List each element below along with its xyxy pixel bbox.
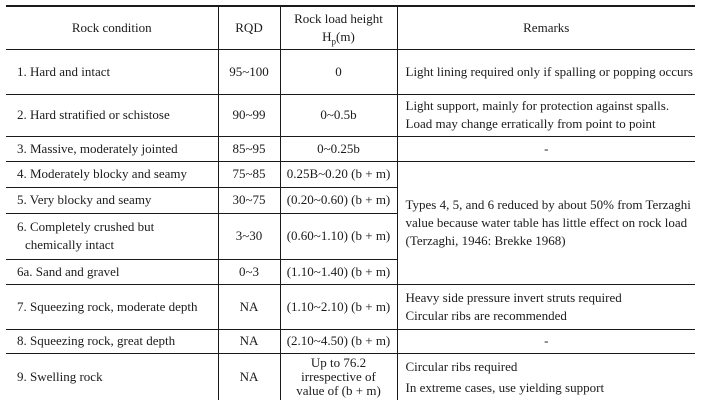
- cell-load-height: (1.10~2.10) (b + m): [280, 284, 397, 329]
- table-row: [6, 161, 695, 187]
- cell-remarks: -: [397, 136, 695, 161]
- cell-rqd: NA: [218, 284, 280, 329]
- cell-condition: 1. Hard and intact: [6, 49, 218, 94]
- cell-rqd: NA: [218, 329, 280, 353]
- header-rqd: RQD: [218, 6, 280, 49]
- cell-condition: 4. Moderately blocky and seamy: [6, 161, 218, 187]
- table-row: [6, 136, 695, 161]
- cell-remarks: Light lining required only if spalling or popping occurs: [397, 49, 695, 94]
- header-rock-load-height-symbol: $H_p(m)$: [322, 28, 355, 47]
- cell-condition: 5. Very blocky and seamy: [6, 187, 218, 213]
- cell-remarks-merged: Types 4, 5, and 6 reduced by about 50% from Terzaghi value because water table has little effect on rock load (Terzaghi, 1946: Brekke 1968): [397, 161, 695, 284]
- cell-load-height: 0: [280, 49, 397, 94]
- cell-rqd: 95~100: [218, 49, 280, 94]
- cell-condition: 6a. Sand and gravel: [6, 259, 218, 284]
- cell-remarks: Light support, mainly for protection against spalls. Load may change erratically from point to point: [397, 94, 695, 136]
- cell-load-height: 0.25B~0.20 (b + m): [280, 161, 397, 187]
- cell-load-height: Up to 76.2 irrespective of value of (b + m): [280, 353, 397, 400]
- table-row: [6, 284, 695, 329]
- document-page: [0, 5, 701, 400]
- cell-rqd: NA: [218, 353, 280, 400]
- cell-condition: 3. Massive, moderately jointed: [6, 136, 218, 161]
- cell-condition: 2. Hard stratified or schistose: [6, 94, 218, 136]
- cell-rqd: 85~95: [218, 136, 280, 161]
- cell-rqd: 75~85: [218, 161, 280, 187]
- cell-remarks: Heavy side pressure invert struts required Circular ribs are recommended: [397, 284, 695, 329]
- cell-load-height: (2.10~4.50) (b + m): [280, 329, 397, 353]
- table-row: [6, 49, 695, 94]
- cell-load-height: (0.20~0.60) (b + m): [280, 187, 397, 213]
- table-row: [6, 329, 695, 353]
- cell-rqd: 30~75: [218, 187, 280, 213]
- cell-rqd: 90~99: [218, 94, 280, 136]
- cell-condition: 7. Squeezing rock, moderate depth: [6, 284, 218, 329]
- cell-remarks: Circular ribs required In extreme cases, use yielding support: [397, 353, 695, 400]
- cell-condition: 6. Completely crushed but chemically intact: [6, 213, 218, 259]
- cell-condition: 8. Squeezing rock, great depth: [6, 329, 218, 353]
- header-row: [6, 6, 695, 49]
- cell-rqd: 0~3: [218, 259, 280, 284]
- header-rock-load-height: [280, 6, 397, 49]
- table-row: [6, 353, 695, 400]
- header-rock-condition: Rock condition: [6, 6, 218, 49]
- cell-load-height: 0~0.25b: [280, 136, 397, 161]
- cell-load-height: (0.60~1.10) (b + m): [280, 213, 397, 259]
- rock-load-classification-table: [6, 5, 695, 400]
- cell-remarks: -: [397, 329, 695, 353]
- cell-condition: 9. Swelling rock: [6, 353, 218, 400]
- cell-rqd: 3~30: [218, 213, 280, 259]
- cell-load-height: (1.10~1.40) (b + m): [280, 259, 397, 284]
- header-remarks: Remarks: [397, 6, 695, 49]
- table-row: [6, 94, 695, 136]
- cell-load-height: 0~0.5b: [280, 94, 397, 136]
- header-rock-load-height-title: Rock load height: [294, 10, 383, 26]
